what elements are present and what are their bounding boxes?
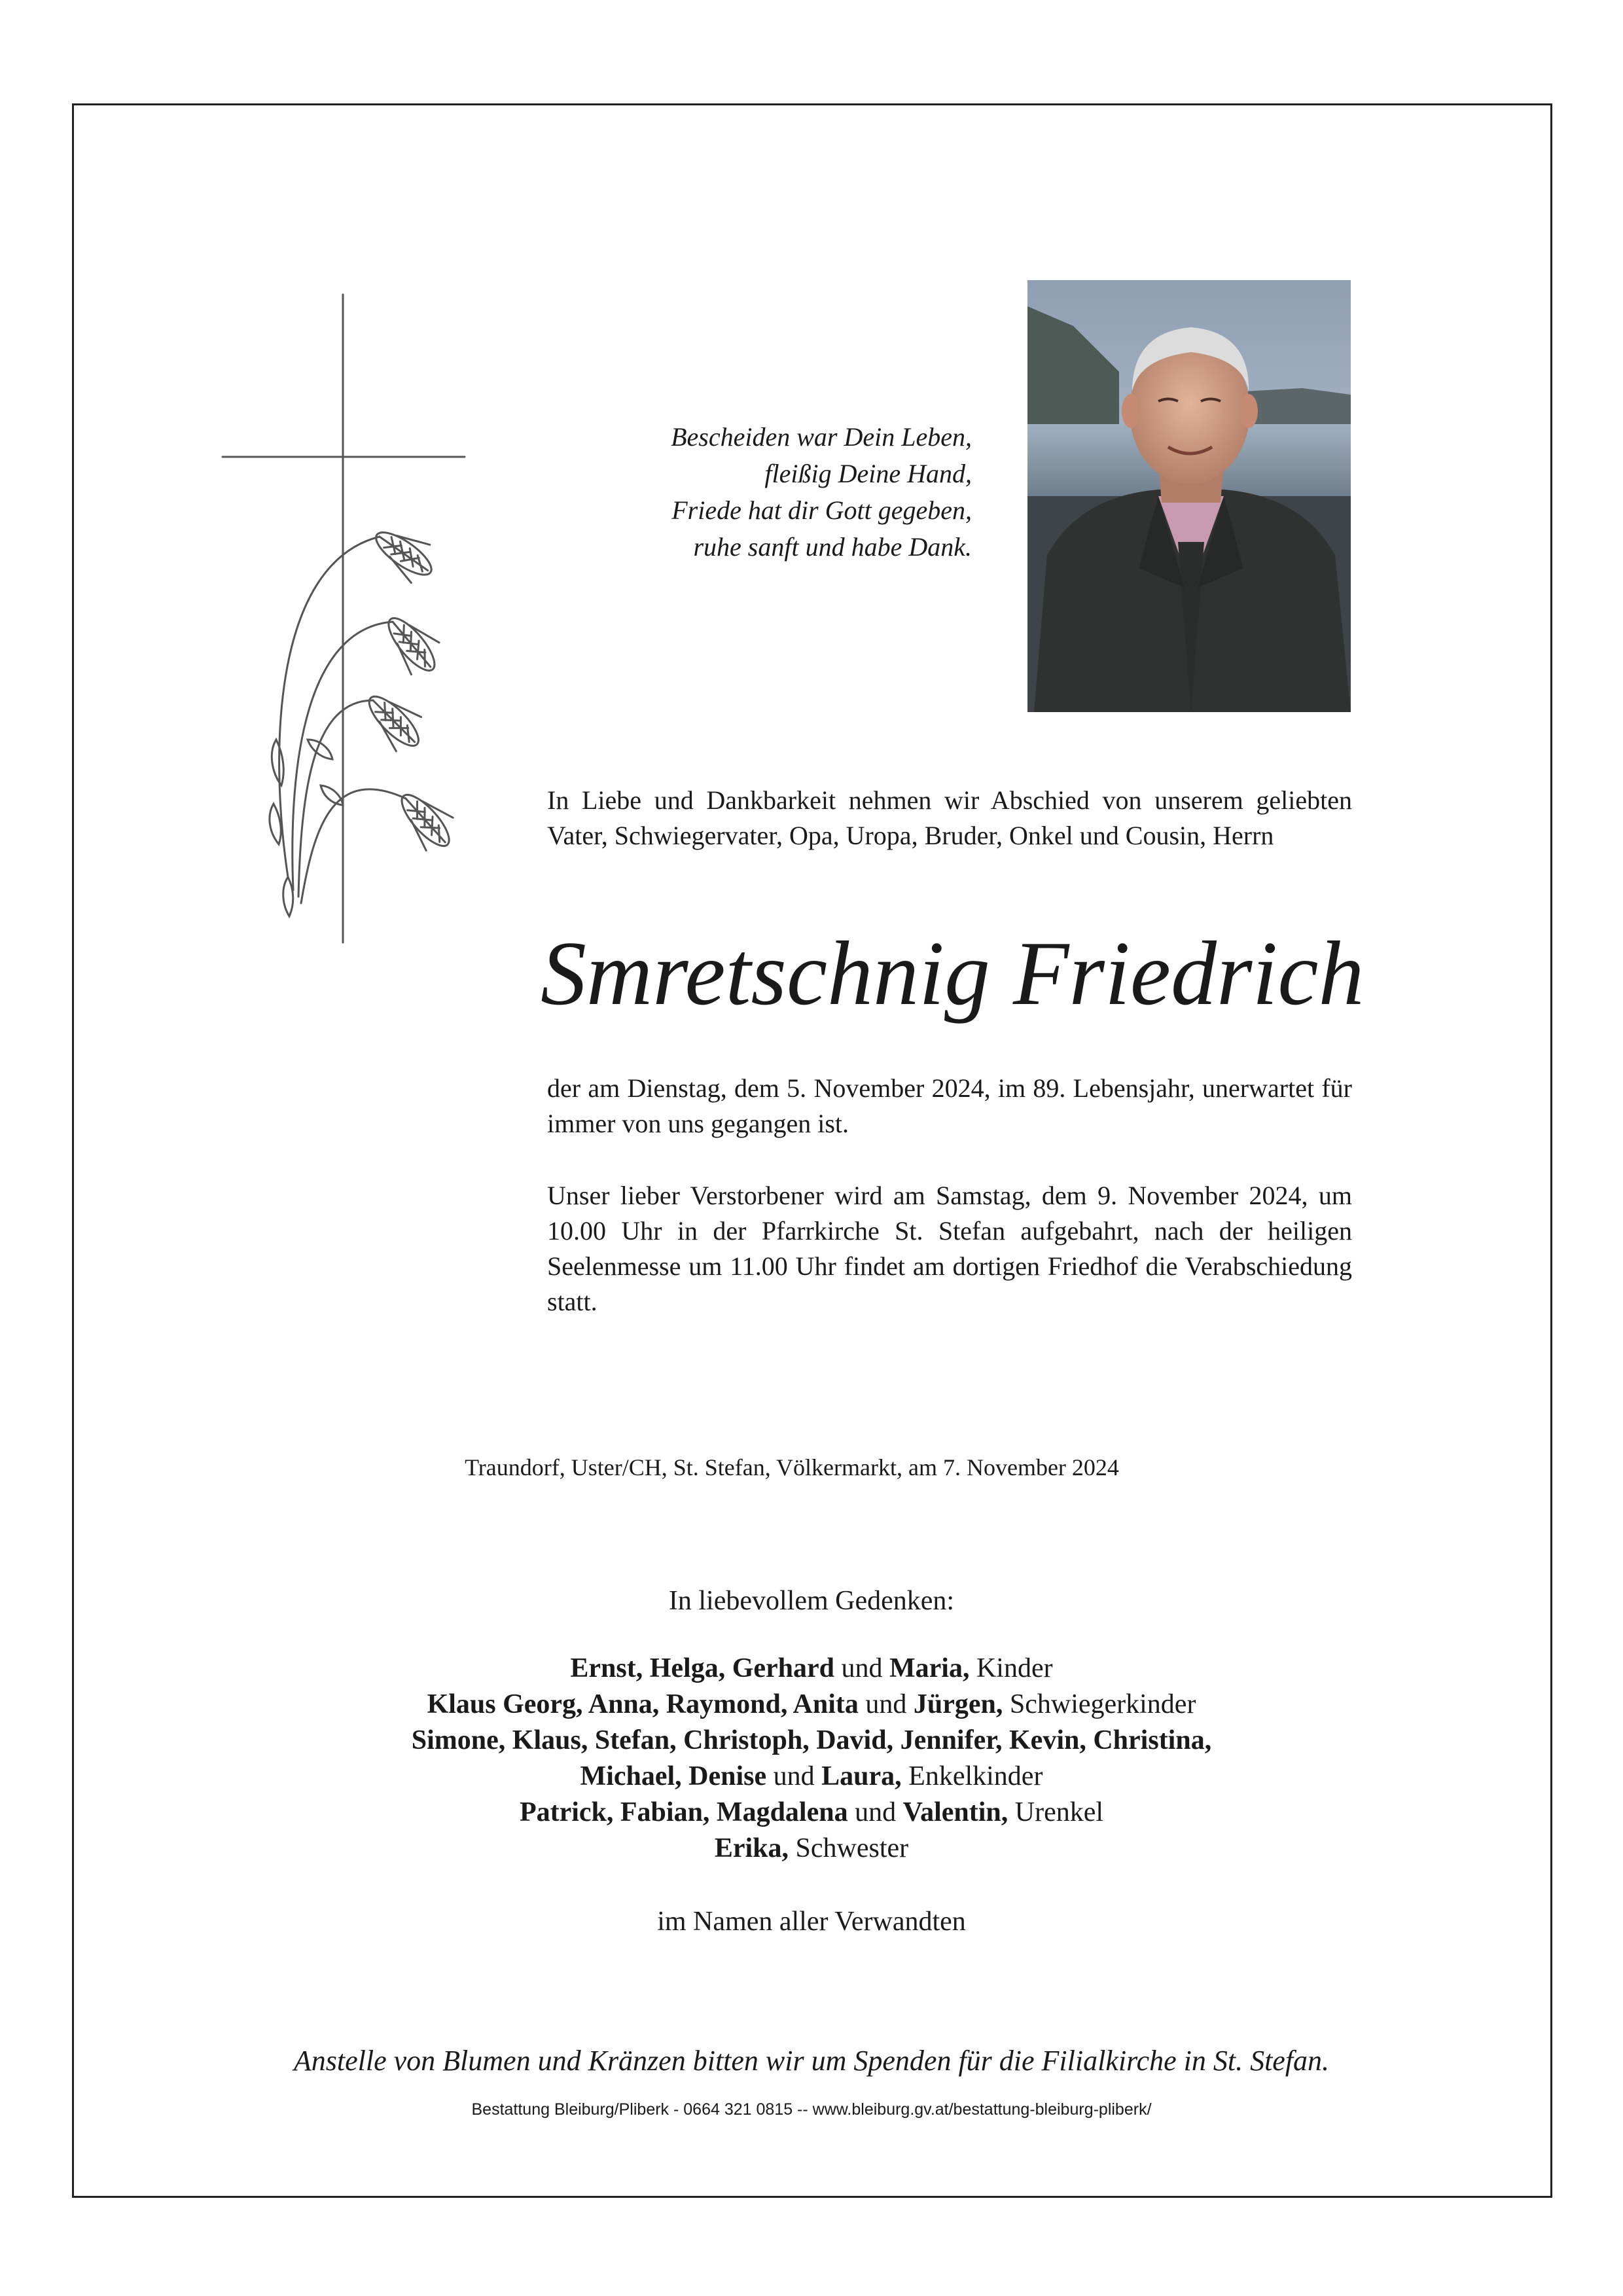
mourner-names: Ernst, Helga, Gerhard (570, 1653, 835, 1683)
conjunction: und (773, 1761, 815, 1791)
poem (514, 419, 972, 565)
place-and-date-text: Traundorf, Uster/CH, St. Stefan, Völkermarkt, am 7. November 2024 (465, 1454, 1119, 1480)
relatives-line: im Namen aller Verwandten (657, 1907, 966, 1937)
mourner-role: Enkelkinder (908, 1761, 1043, 1791)
conjunction: und (855, 1797, 897, 1827)
mourner-names: Laura, (821, 1761, 902, 1791)
mourners-list (0, 1651, 1623, 1867)
mourners-line-schwester (0, 1831, 1623, 1867)
conjunction: und (865, 1689, 907, 1719)
deceased-name: Smretschnig Friedrich (541, 923, 1364, 1024)
donation-request: Anstelle von Blumen und Kränzen bitten wir um Spenden für die Filialkirche in St. Stefan. (293, 2045, 1330, 2077)
mourners-line-urenkel (0, 1795, 1623, 1831)
funeral-details: Unser lieber Verstorbener wird am Samstag, dem 9. November 2024, um 10.00 Uhr in der Pfarrkirche St. Stefan aufgebahrt, nach der heiligen Seelenmesse um 11.00 Uhr findet am dortigen Friedhof die Verabschiedung statt. (547, 1181, 1352, 1316)
mourner-role: Urenkel (1014, 1797, 1104, 1827)
intro-text: In Liebe und Dankbarkeit nehmen wir Abschied von unserem geliebten Vater, Schwiegervater, Opa, Uropa, Bruder, Onkel und Cousin, Herrn (547, 785, 1352, 850)
mourners-line-enkel-1 (0, 1723, 1623, 1759)
place-and-date (0, 1452, 1623, 1483)
poem-line: Friede hat dir Gott gegeben, (671, 495, 972, 525)
mourner-names: Valentin, (902, 1797, 1008, 1827)
mourners-line-kinder (0, 1651, 1623, 1687)
mourner-role: Schwiegerkinder (1009, 1689, 1196, 1719)
mourners-line-schwiegerkinder (0, 1687, 1623, 1723)
mourner-role: Kinder (976, 1653, 1053, 1683)
portrait-photo (1027, 280, 1351, 712)
mourners-line-enkel-2 (0, 1759, 1623, 1795)
mourner-names: Maria, (889, 1653, 970, 1683)
death-notice: der am Dienstag, dem 5. November 2024, im 89. Lebensjahr, unerwartet für immer von uns gegangen ist. (547, 1073, 1352, 1138)
memory-heading: In liebevollem Gedenken: (668, 1586, 955, 1616)
undertaker-footer: Bestattung Bleiburg/Pliberk - 0664 321 0815 -- www.bleiburg.gv.at/bestattung-bleiburg-pliberk/ (471, 2100, 1152, 2119)
mourner-names: Patrick, Fabian, Magdalena (519, 1797, 848, 1827)
mourner-names: Michael, Denise (580, 1761, 767, 1791)
mourner-names: Jürgen, (913, 1689, 1003, 1719)
mourner-names: Klaus Georg, Anna, Raymond, Anita (427, 1689, 859, 1719)
conjunction: und (841, 1653, 883, 1683)
poem-line: fleißig Deine Hand, (764, 459, 972, 488)
poem-line: Bescheiden war Dein Leben, (671, 422, 972, 452)
cross-with-wheat-icon (216, 288, 471, 949)
mourner-names: Erika, (714, 1833, 789, 1863)
poem-line: ruhe sanft und habe Dank. (693, 532, 972, 562)
mourner-role: Schwester (795, 1833, 909, 1863)
mourner-names: Simone, Klaus, Stefan, Christoph, David, Jennifer, Kevin, Christina, (411, 1725, 1212, 1755)
